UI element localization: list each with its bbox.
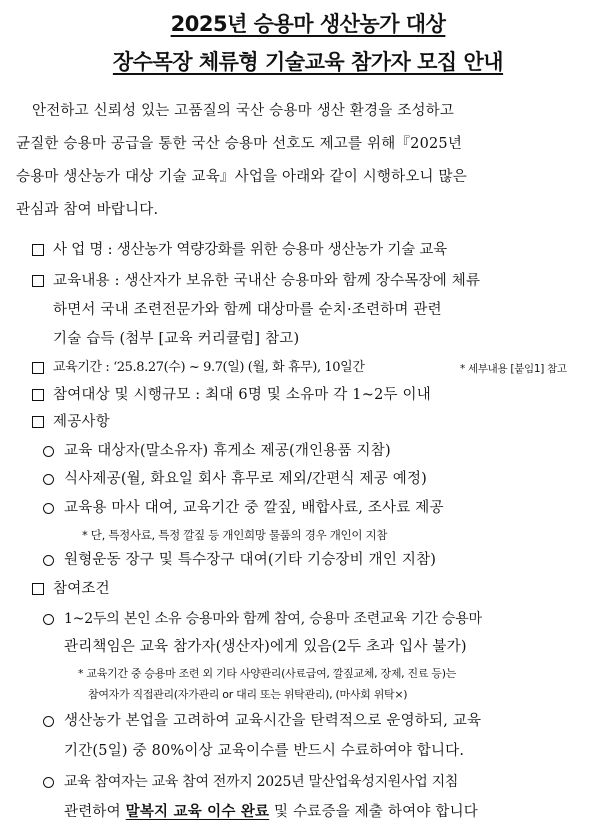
- condition-3-line-2: 관련하여 말복지 교육 이수 완료 및 수료증을 제출 하여야 합니다: [64, 803, 478, 820]
- condition-1-line-2: 관리책임은 교육 참가자(생산자)에게 있음(2두 초과 입사 불가): [64, 639, 467, 655]
- provided-heading: 제공사항: [53, 414, 110, 430]
- provided-item-4: 원형운동 장구 및 특수장구 대여(기타 기승장비 개인 지참): [64, 552, 437, 568]
- item-content-line-3: 기술 습득 (첨부 [교육 커리큘럼] 참고): [53, 331, 300, 347]
- condition-2-line-1: 생산농가 본업을 고려하여 교육시간을 탄력적으로 운영하되, 교육: [64, 713, 482, 729]
- circle-bullet-icon: [43, 777, 54, 788]
- condition-1-line-1: 1~2두의 본인 소유 승용마와 함께 참여, 승용마 조련교육 기간 승용마: [64, 611, 482, 627]
- circle-bullet-icon: [43, 446, 54, 457]
- checkbox-icon: [32, 244, 44, 256]
- title-line-1: 2025년 승용마 생산농가 대상: [170, 12, 446, 36]
- condition-2-line-2: 기간(5일) 중 80%이상 교육이수를 반드시 수료하여야 합니다.: [64, 743, 465, 759]
- item-period-note: * 세부내용 [붙임1] 참고: [460, 363, 567, 375]
- provided-item-3: 교육용 마사 대여, 교육기간 중 깔짚, 배합사료, 조사료 제공: [64, 500, 444, 516]
- intro-line-1: 안전하고 신뢰성 있는 고품질의 국산 승용마 생산 환경을 조성하고: [32, 103, 455, 119]
- intro-line-2: 균질한 승용마 공급을 통한 국산 승용마 선호도 제고를 위해『2025년: [16, 136, 463, 152]
- circle-bullet-icon: [43, 503, 54, 514]
- provided-note: * 단, 특정사료, 특정 깔짚 등 개인희망 물품의 경우 개인이 지참: [82, 528, 388, 542]
- circle-bullet-icon: [43, 716, 54, 727]
- emphasis-welfare-education: 말복지 교육 이수 완료: [125, 803, 270, 820]
- checkbox-icon: [32, 416, 44, 428]
- title-line-2: 장수목장 체류형 기술교육 참가자 모집 안내: [112, 50, 504, 74]
- intro-line-4: 관심과 참여 바랍니다.: [16, 202, 159, 218]
- checkbox-icon: [32, 275, 44, 287]
- circle-bullet-icon: [43, 474, 54, 485]
- condition-3-line-1: 교육 참여자는 교육 참여 전까지 2025년 말산업육성지원사업 지침: [64, 774, 459, 790]
- item-content-line-2: 하면서 국내 조련전문가와 함께 대상마를 순치·조련하며 관련: [53, 302, 442, 318]
- provided-item-1: 교육 대상자(말소유자) 휴게소 제공(개인용품 지참): [64, 443, 391, 459]
- item-content-line-1: 교육내용 : 생산자가 보유한 국내산 승용마와 함께 장수목장에 체류: [53, 273, 481, 289]
- checkbox-icon: [32, 362, 44, 374]
- conditions-heading: 참여조건: [53, 581, 110, 597]
- circle-bullet-icon: [43, 614, 54, 625]
- item-project: 사 업 명 : 생산농가 역량강화를 위한 승용마 생산농가 기술 교육: [53, 242, 447, 258]
- item-target: 참여대상 및 시행규모 : 최대 6명 및 소유마 각 1~2두 이내: [53, 387, 431, 403]
- item-period: 교육기간 : ‘25.8.27(수) ~ 9.7(일) (월, 화 휴무), 10일간: [53, 360, 365, 375]
- condition-1-note-line-1: * 교육기간 중 승용마 조련 외 기타 사양관리(사료급여, 깔짚교체, 장제, 진료 등)는: [78, 667, 457, 680]
- checkbox-icon: [32, 389, 44, 401]
- intro-line-3: 승용마 생산농가 대상 기술 교육』사업을 아래와 같이 시행하오니 많은: [16, 169, 467, 185]
- circle-bullet-icon: [43, 555, 54, 566]
- condition-1-note-line-2: 참여자가 직접관리(자가관리 or 대리 또는 위탁관리), (마사회 위탁×): [88, 688, 408, 701]
- checkbox-icon: [32, 583, 44, 595]
- provided-item-2: 식사제공(월, 화요일 회사 휴무로 제외/간편식 제공 예정): [64, 471, 428, 487]
